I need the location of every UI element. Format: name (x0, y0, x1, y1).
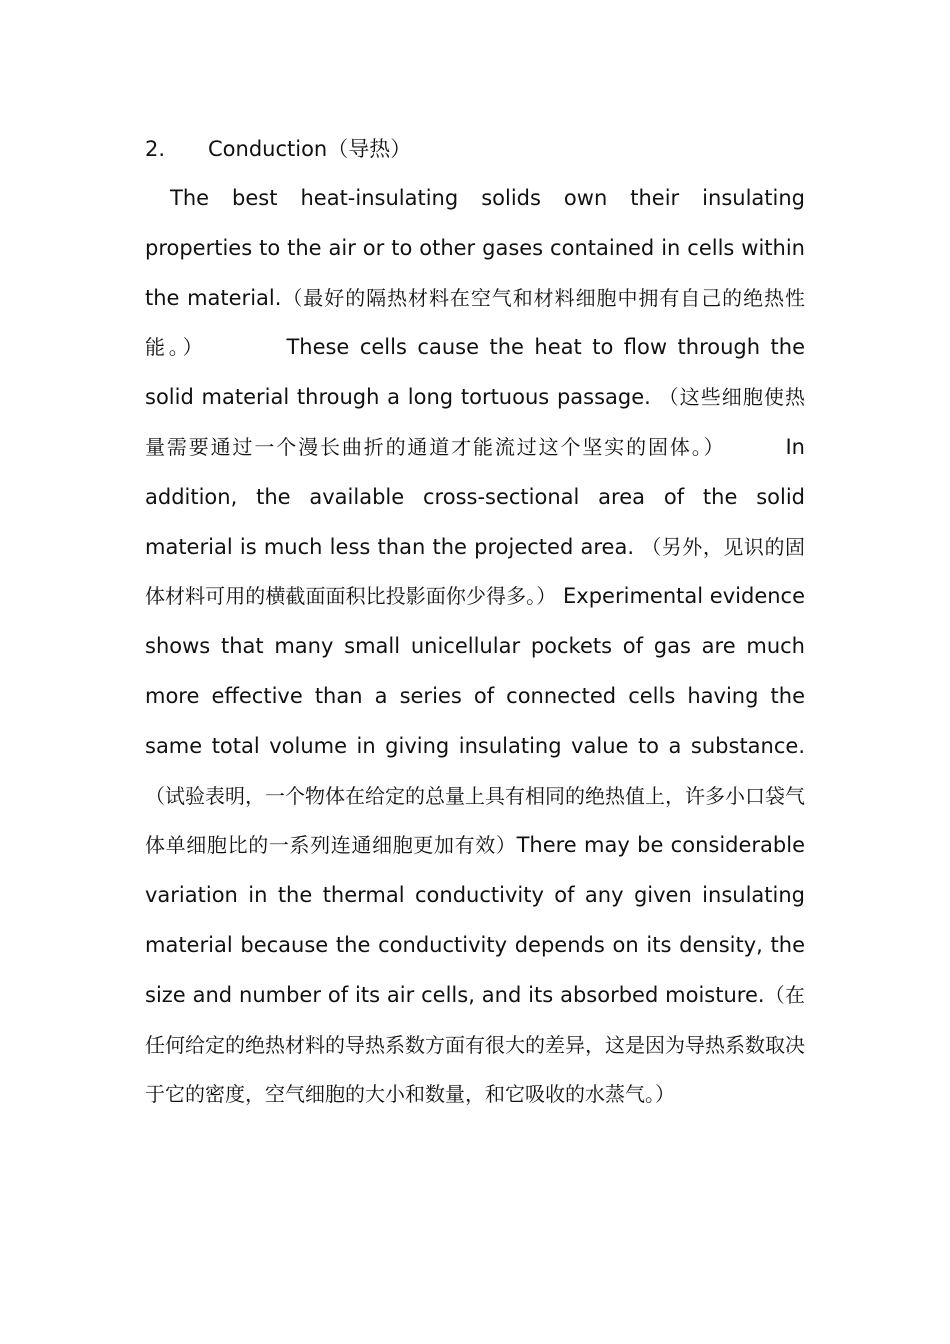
sentence-1-zh: （最好的隔热材料在空气和材料细胞中拥有自己的绝热性能。） (145, 285, 806, 360)
section-heading (145, 134, 411, 164)
body-paragraph (145, 174, 805, 1120)
sentence-1-en: The best heat-insulating solids own their insulating properties to the air or to other gases contained in cells within the material. (145, 186, 805, 310)
section-number: 2. (145, 137, 166, 161)
section-title: Conduction (208, 137, 328, 161)
section-title-zh: （导热） (327, 137, 412, 161)
sentence-3-zh: （另外，见识的固体材料可用的横截面面积比投影面你少得多。） (145, 534, 805, 609)
sentence-5-zh: （在任何给定的绝热材料的导热系数方面有很大的差异，这是因为导热系数取决于它的密度，空气细胞的大小和数量，和它吸收的水蒸气。） (145, 982, 805, 1107)
sentence-4-zh: （试验表明，一个物体在给定的总量上具有相同的绝热值上，许多小口袋气体单细胞比的一系列连通细胞更加有效） (145, 783, 805, 858)
sentence-2-zh: （这些细胞使热量需要通过一个漫长曲折的通道才能流过这个坚实的固体。） (145, 385, 805, 459)
sentence-3-en: In addition, the available cross-sectional area of the solid material is much less than the projected area. (145, 434, 805, 559)
sentence-5-en: There may be considerable variation in the thermal conductivity of any given insulating material because the conductivity depends on its density, the size and number of its air cells, and its absorbed moisture. (145, 833, 806, 1007)
sentence-2-en: These cells cause the heat to flow through the solid material through a long tortuous passage. (145, 335, 806, 410)
sentence-4-en: Experimental evidence shows that many small unicellular pockets of gas are much more effective than a series of connected cells having the same total volume in giving insulating value to a substance. (145, 584, 806, 758)
